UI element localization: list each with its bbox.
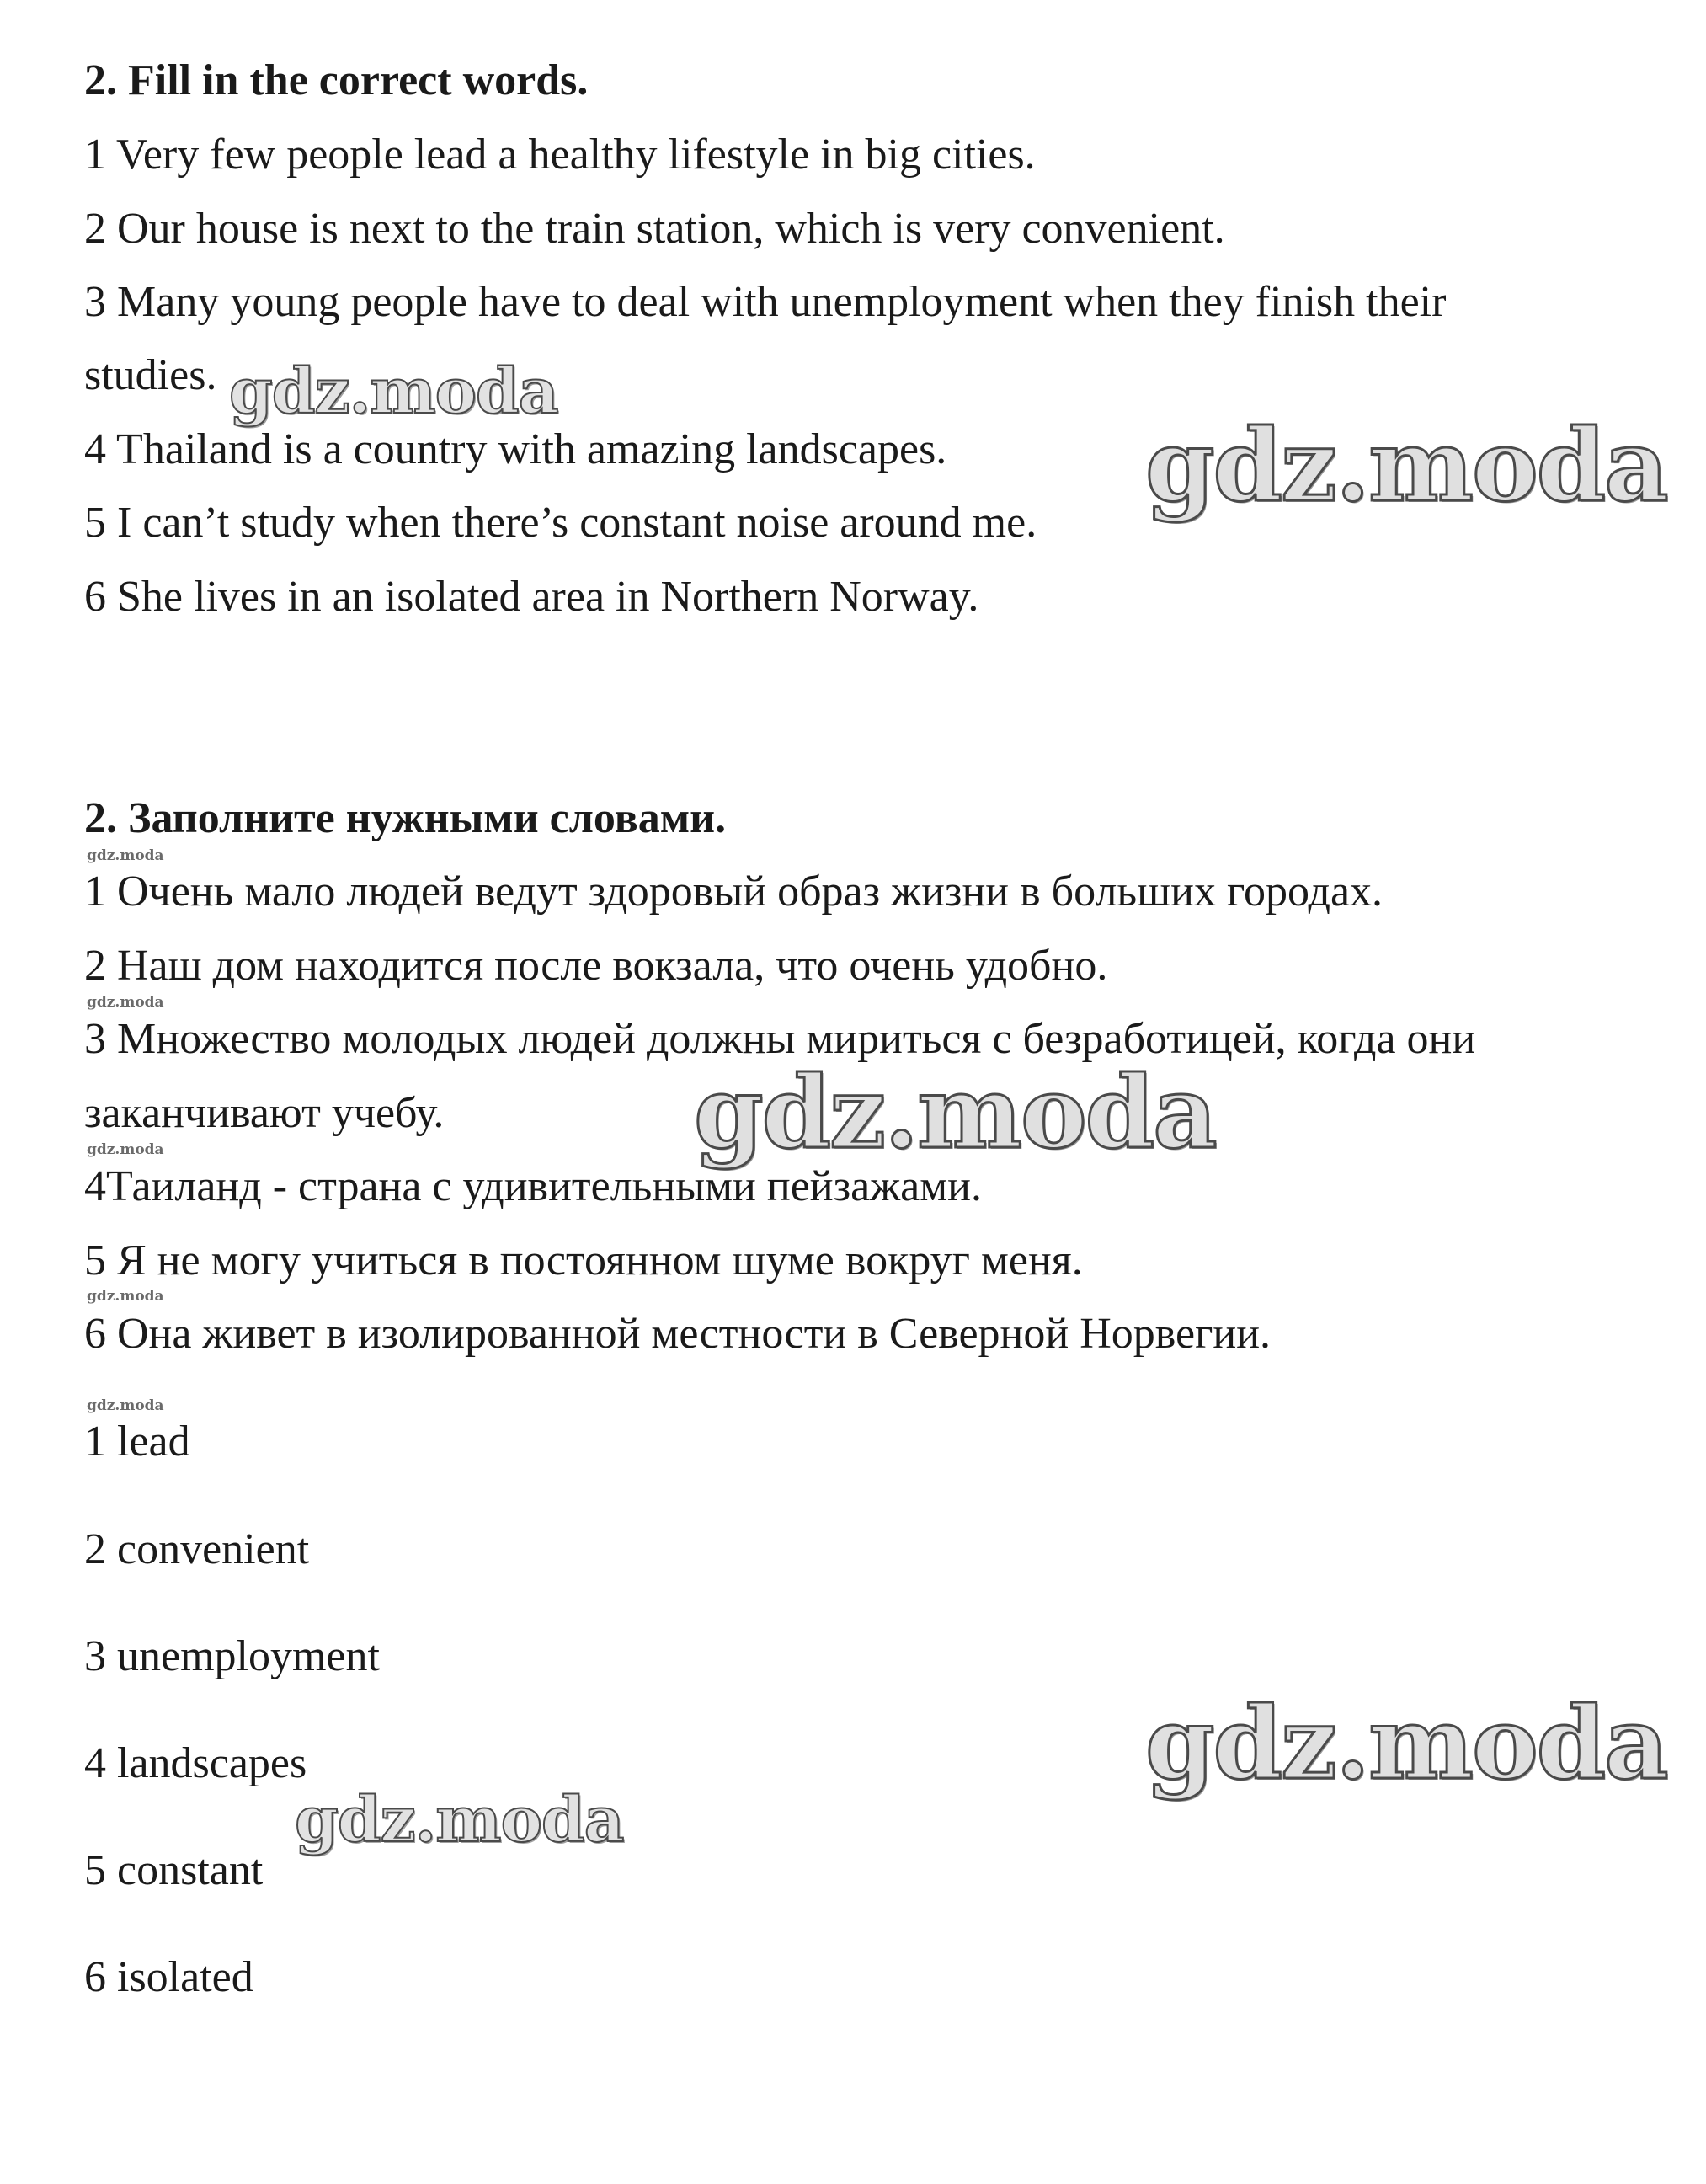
russian-heading: 2. Заполните нужными словами.: [84, 794, 727, 842]
russian-sentence-3: 3 Множество молодых людей должны мириться с безработицей, когда они: [84, 1015, 1476, 1063]
english-sentence-5: 5 I can’t study when there’s constant noise around me.: [84, 499, 1037, 547]
answer-4: 4 landscapes: [84, 1739, 307, 1787]
answer-1: 1 lead: [84, 1418, 190, 1466]
watermark: gdz.moda: [694, 1054, 1216, 1171]
answer-6: 6 isolated: [84, 1953, 253, 2001]
russian-sentence-1: 1 Очень мало людей ведут здоровый образ жизни в больших городах.: [84, 868, 1383, 916]
watermark-small: gdz.moda: [87, 1141, 164, 1158]
watermark-small: gdz.moda: [87, 847, 164, 864]
english-sentence-1: 1 Very few people lead a healthy lifestyle in big cities.: [84, 131, 1036, 179]
watermark: gdz.moda: [1145, 407, 1667, 524]
english-heading: 2. Fill in the correct words.: [84, 56, 589, 104]
english-sentence-4: 4 Thailand is a country with amazing landscapes.: [84, 425, 947, 473]
russian-sentence-2: 2 Наш дом находится после вокзала, что очень удобно.: [84, 942, 1108, 990]
russian-sentence-3-cont: заканчивают учебу.: [84, 1089, 445, 1137]
russian-sentence-4: 4Таиланд - страна с удивительными пейзажами.: [84, 1162, 982, 1210]
russian-sentence-6: 6 Она живет в изолированной местности в Северной Норвегии.: [84, 1310, 1272, 1358]
watermark: gdz.moda: [1145, 1685, 1667, 1802]
watermark: gdz.moda: [295, 1784, 624, 1856]
watermark: gdz.moda: [229, 355, 558, 428]
english-sentence-3-cont: studies.: [84, 351, 217, 399]
answer-2: 2 convenient: [84, 1525, 310, 1573]
english-sentence-6: 6 She lives in an isolated area in Northern Norway.: [84, 573, 979, 621]
english-sentence-2: 2 Our house is next to the train station, which is very convenient.: [84, 205, 1225, 253]
watermark-small: gdz.moda: [87, 1288, 164, 1305]
answer-5: 5 constant: [84, 1846, 264, 1894]
answer-3: 3 unemployment: [84, 1632, 380, 1680]
russian-sentence-5: 5 Я не могу учиться в постоянном шуме вокруг меня.: [84, 1236, 1083, 1284]
watermark-small: gdz.moda: [87, 994, 164, 1011]
english-sentence-3: 3 Many young people have to deal with unemployment when they finish their: [84, 278, 1447, 326]
watermark-small: gdz.moda: [87, 1397, 164, 1414]
